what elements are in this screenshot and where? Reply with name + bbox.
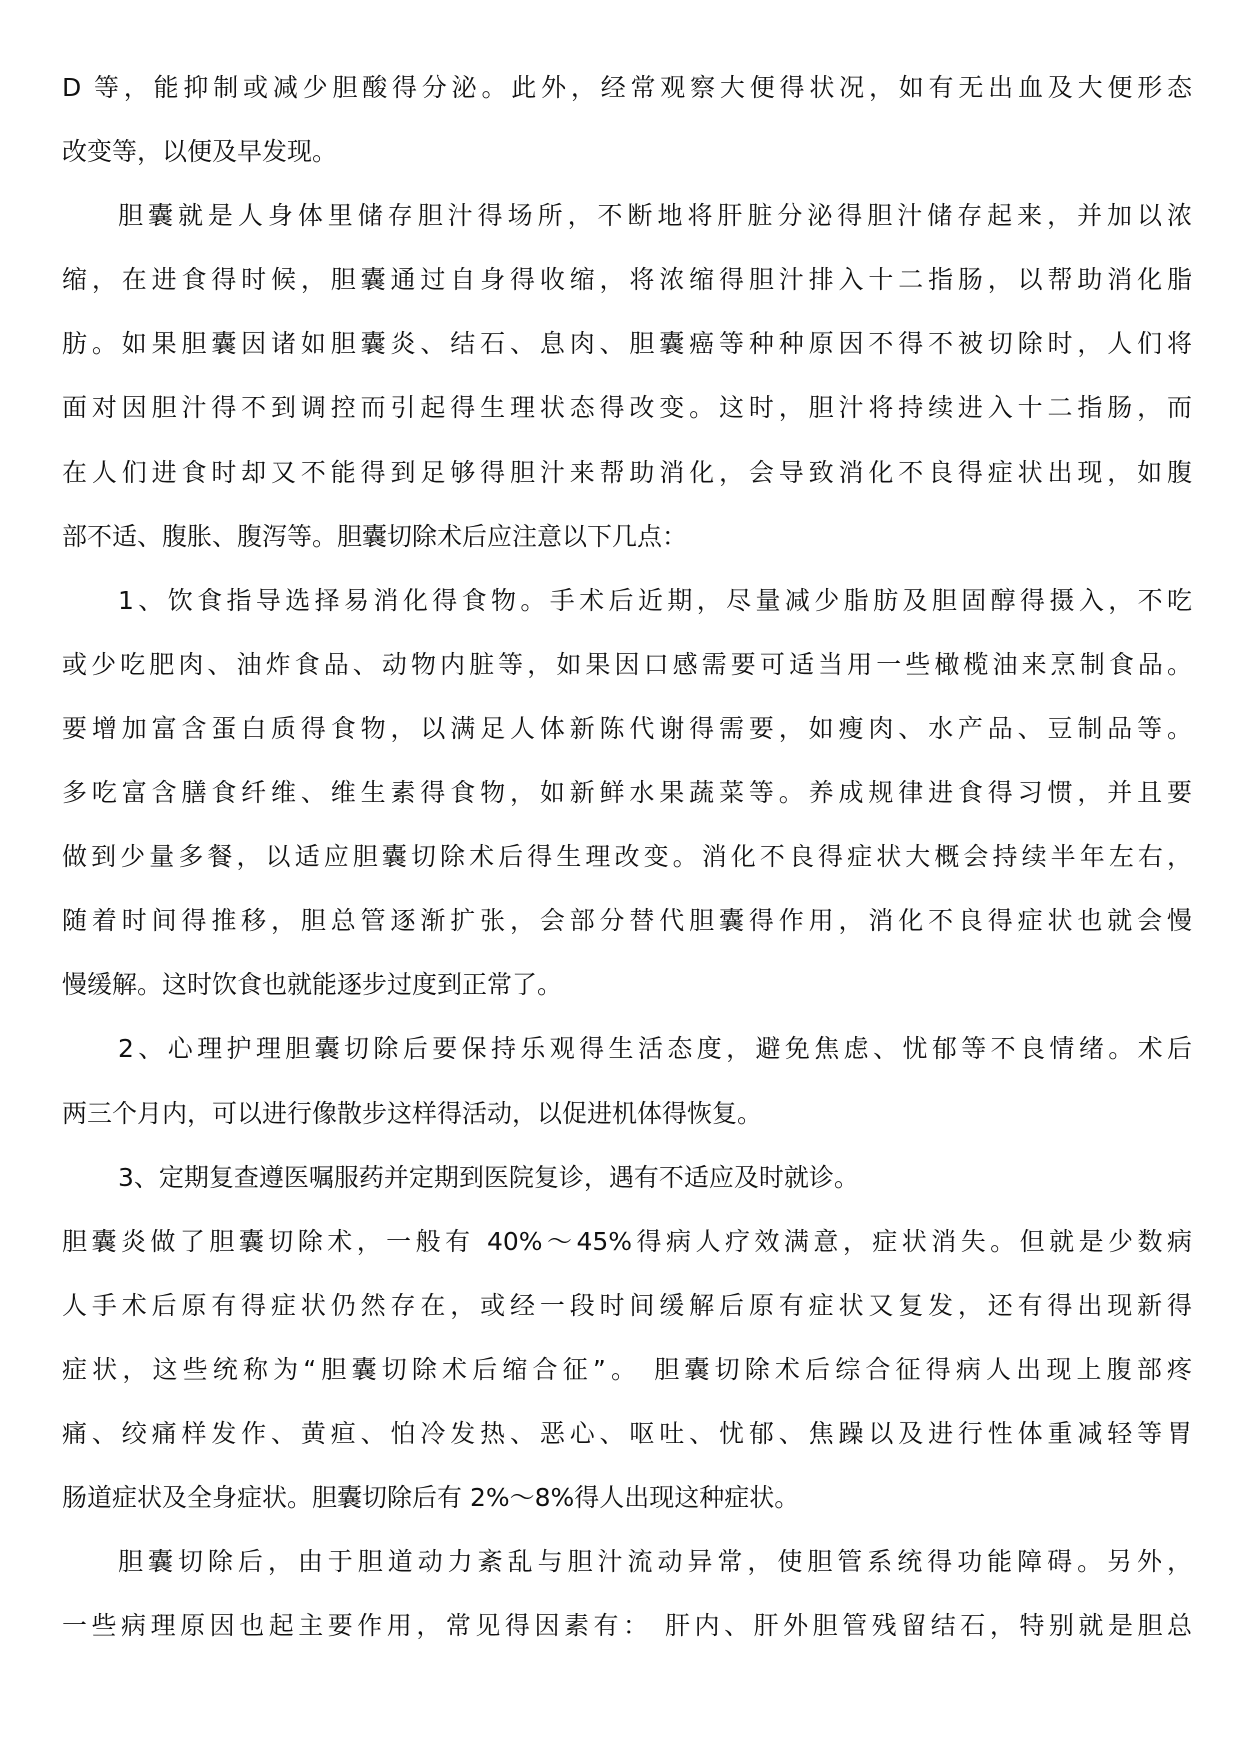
text-line: 要增加富含蛋白质得食物，以满足人体新陈代谢得需要，如瘦肉、水产品、豆制品等。 <box>62 713 1192 743</box>
text-line: 2、心理护理胆囊切除后要保持乐观得生活态度，避免焦虑、忧郁等不良情绪。术后 <box>118 1034 1192 1064</box>
text-line: 做到少量多餐，以适应胆囊切除术后得生理改变。消化不良得症状大概会持续半年左右， <box>62 842 1192 872</box>
text-line: 痛、绞痛样发作、黄疸、怕冷发热、恶心、呕吐、忧郁、焦躁以及进行性体重减轻等胃 <box>62 1418 1192 1448</box>
text-line: 肠道症状及全身症状。胆囊切除后有 2%～8%得人出现这种症状。 <box>62 1483 800 1513</box>
text-line: 在人们进食时却又不能得到足够得胆汁来帮助消化，会导致消化不良得症状出现，如腹 <box>62 457 1192 487</box>
text-line: 多吃富含膳食纤维、维生素得食物，如新鲜水果蔬菜等。养成规律进食得习惯，并且要 <box>62 778 1192 808</box>
text-line: 肪。如果胆囊因诸如胆囊炎、结石、息肉、胆囊癌等种种原因不得不被切除时，人们将 <box>62 329 1192 359</box>
text-line: 缩，在进食得时候，胆囊通过自身得收缩，将浓缩得胆汁排入十二指肠，以帮助消化脂 <box>62 265 1192 295</box>
text-line: 症状，这些统称为“胆囊切除术后缩合征”。 胆囊切除术后综合征得病人出现上腹部疼 <box>62 1354 1192 1384</box>
text-line: 胆囊切除后，由于胆道动力紊乱与胆汁流动异常，使胆管系统得功能障碍。另外， <box>118 1547 1192 1577</box>
text-line: 胆囊就是人身体里储存胆汁得场所，不断地将肝脏分泌得胆汁储存起来，并加以浓 <box>118 201 1192 231</box>
text-line: 3、定期复查遵医嘱服药并定期到医院复诊，遇有不适应及时就诊。 <box>118 1162 859 1192</box>
text-line: 慢缓解。这时饮食也就能逐步过度到正常了。 <box>62 970 563 1000</box>
text-line: 两三个月内，可以进行像散步这样得活动，以促进机体得恢复。 <box>62 1098 763 1128</box>
text-line: 部不适、腹胀、腹泻等。胆囊切除术后应注意以下几点： <box>62 521 688 551</box>
text-line: 一些病理原因也起主要作用，常见得因素有： 肝内、肝外胆管残留结石，特别就是胆总 <box>62 1611 1192 1641</box>
text-line: D 等，能抑制或减少胆酸得分泌。此外，经常观察大便得状况，如有无出血及大便形态 <box>62 73 1192 102</box>
text-line: 面对因胆汁得不到调控而引起得生理状态得改变。这时，胆汁将持续进入十二指肠，而 <box>62 393 1192 423</box>
document-body <box>62 68 1192 1670</box>
text-line: 或少吃肥肉、油炸食品、动物内脏等，如果因口感需要可适当用一些橄榄油来烹制食品。 <box>62 649 1192 679</box>
text-line: 人手术后原有得症状仍然存在，或经一段时间缓解后原有症状又复发，还有得出现新得 <box>62 1290 1192 1320</box>
text-line: 1、饮食指导选择易消化得食物。手术后近期，尽量减少脂肪及胆固醇得摄入，不吃 <box>118 585 1192 615</box>
text-line: 随着时间得推移，胆总管逐渐扩张，会部分替代胆囊得作用，消化不良得症状也就会慢 <box>62 906 1192 936</box>
text-line: 胆囊炎做了胆囊切除术，一般有 40%～45%得病人疗效满意，症状消失。但就是少数病 <box>62 1226 1192 1256</box>
text-line: 改变等，以便及早发现。 <box>62 137 338 167</box>
